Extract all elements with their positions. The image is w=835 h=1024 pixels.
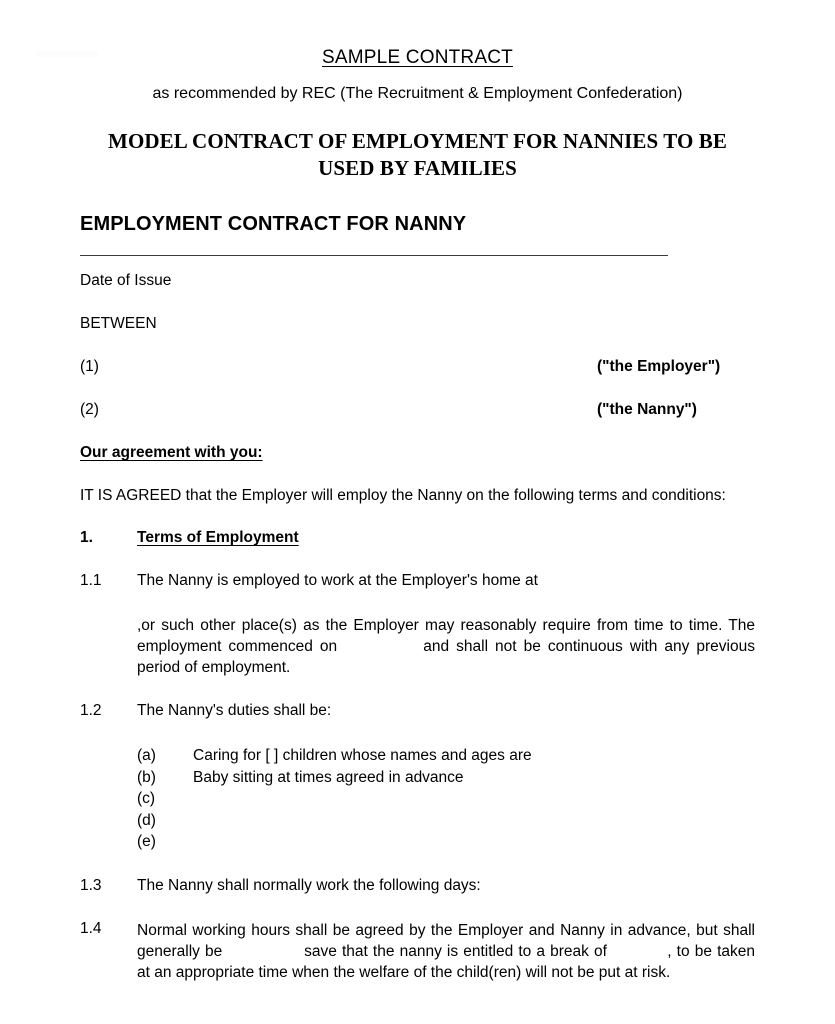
clause-1-4-number: 1.4 xyxy=(80,919,102,937)
clause-1-4-body-text xyxy=(137,920,755,983)
duty-marker-a: (a) xyxy=(137,747,156,764)
duty-marker-b: (b) xyxy=(137,768,156,786)
clause-1-1-body xyxy=(80,591,755,678)
clause-1-1-body-text xyxy=(137,615,755,678)
party-label-nanny: ("the Nanny") xyxy=(597,401,697,418)
section-1-heading: Terms of Employment xyxy=(137,529,299,546)
document-title xyxy=(80,0,755,68)
model-title-line-1: MODEL CONTRACT OF EMPLOYMENT FOR NANNIES TO BE xyxy=(108,129,727,153)
document-subtitle: as recommended by REC (The Recruitment & Employment Confederation) xyxy=(152,85,683,102)
clause-1-2-line1: The Nanny's duties shall be: xyxy=(137,702,332,719)
party-row-1 xyxy=(80,333,755,376)
date-of-issue-label: Date of Issue xyxy=(80,272,172,289)
list-item xyxy=(137,788,755,810)
between-label: BETWEEN xyxy=(80,315,157,332)
list-item xyxy=(137,767,755,789)
party-row-2 xyxy=(80,376,755,419)
model-contract-title xyxy=(80,103,755,182)
model-title-line-2: USED BY FAMILIES xyxy=(318,156,517,180)
section-1-number: 1. xyxy=(80,529,93,546)
clause-1-1-number: 1.1 xyxy=(80,572,102,589)
duty-marker-e: (e) xyxy=(137,833,156,850)
party-number-1: (1) xyxy=(80,358,99,375)
clause-1-4-part3: , to be taken at an appropriate time when the welfare of the child(ren) will not be put at risk. xyxy=(137,942,755,981)
duty-marker-d: (d) xyxy=(137,811,156,829)
agreement-statement: IT IS AGREED that the Employer will employ the Nanny on the following terms and conditions: xyxy=(80,487,726,504)
clause-1-4-part1: Normal working hours shall be agreed by the Employer and Nanny in advance, but shall generally be xyxy=(137,921,755,960)
duty-text-e[interactable] xyxy=(193,831,755,832)
section-1-heading-row xyxy=(80,505,755,548)
clause-1-4-blank-2[interactable] xyxy=(607,941,667,962)
agreement-heading: Our agreement with you: xyxy=(80,444,263,461)
agreement-heading-row xyxy=(80,419,755,462)
duty-text-d[interactable] xyxy=(193,810,755,811)
employment-contract-heading: EMPLOYMENT CONTRACT FOR NANNY xyxy=(80,213,467,235)
clause-1-4-blank-1[interactable] xyxy=(222,941,304,962)
duty-marker-c: (c) xyxy=(137,790,156,807)
clause-1-1-part1: ,or such other place(s) as the Employer may reasonably require from time to time. The employment commenced on xyxy=(137,617,755,655)
clause-1-1 xyxy=(80,548,755,591)
duty-text-c[interactable] xyxy=(193,788,755,789)
clause-1-3 xyxy=(80,853,755,896)
duty-text-b: Baby sitting at times agreed in advance xyxy=(193,768,464,786)
document-content xyxy=(80,0,755,983)
clause-1-3-line1: The Nanny shall normally work the following days: xyxy=(137,876,481,894)
duty-text-a: Caring for [ ] children whose names and ages are xyxy=(193,747,532,764)
clause-1-1-blank-1[interactable] xyxy=(337,636,423,657)
party-number-2: (2) xyxy=(80,401,99,418)
document-title-text: SAMPLE CONTRACT xyxy=(322,47,513,68)
list-item xyxy=(137,745,755,767)
clause-1-4 xyxy=(80,896,755,983)
clause-1-2 xyxy=(80,678,755,721)
clause-1-1-line1: The Nanny is employed to work at the Employer's home at xyxy=(137,572,538,589)
clause-1-4-part2: save that the nanny is entitled to a break of xyxy=(304,942,607,960)
clause-1-3-number: 1.3 xyxy=(80,876,102,894)
list-item xyxy=(137,810,755,832)
list-item xyxy=(137,831,755,853)
party-label-employer: ("the Employer") xyxy=(597,358,721,375)
clause-1-2-number: 1.2 xyxy=(80,702,102,719)
clause-1-2-duties-list xyxy=(80,721,755,853)
clause-1-1-part2: and shall not be continuous with any previous period of employment. xyxy=(137,638,755,676)
